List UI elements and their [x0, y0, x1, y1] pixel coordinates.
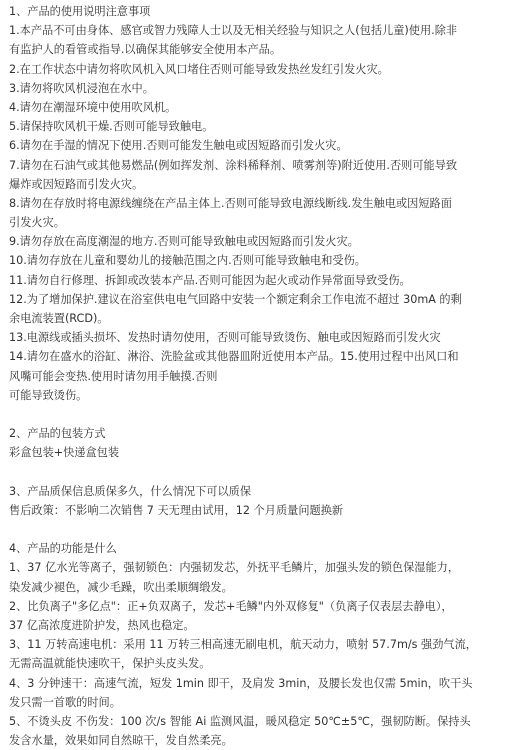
- paragraph-line: 4.请勿在潮湿环境中使用吹风机。: [9, 100, 177, 114]
- paragraph-line: 无需高温就能快速吹干，保护头皮头发。: [9, 657, 211, 671]
- paragraph-line: 14.请勿在盛水的浴缸、淋浴、洗脸盆或其他器皿附近使用本产品。15.使用过程中出风口和: [9, 350, 459, 364]
- paragraph-line: 11.请勿自行修理、拆卸或改装本产品.否则可能因为起火或动作异常面导致受伤。: [9, 273, 411, 287]
- paragraph-line: 13.电源线或插头损坏、发热时请勿使用，否则可能导致烫伤、触电或因短路而引发火灾: [9, 331, 441, 345]
- paragraph-line: 售后政策：不影响二次销售 7 天无理由试用，12 个月质量问题换新: [9, 503, 344, 517]
- section-heading: 3、产品质保信息质保多久，什么情况下可以质保: [9, 484, 252, 498]
- paragraph-line: 染发减少褪色，减少毛躁，吹出柔顺绸缎发。: [9, 580, 233, 594]
- blank-line: [9, 520, 521, 539]
- section-heading: 1、产品的使用说明注意事项: [9, 5, 151, 18]
- paragraph-line: 9.请勿存放在高度潮湿的地方.否则可能导致触电或因短路而引发火灾。: [9, 235, 359, 249]
- paragraph-line: 1、37 亿水光等离子，强韧锁色：内强韧发芯，外抚平毛鳞片，加强头发的锁色保湿能力，: [9, 561, 460, 575]
- paragraph-line: 3.请勿将吹风机浸泡在水中。: [9, 81, 154, 95]
- paragraph-line: 可能导致烫伤。: [9, 388, 88, 402]
- paragraph-line: 3、11 万转高速电机：采用 11 万转三相高速无刷电机，航天动力，喷射 57.7m/s 强劲气流，: [9, 638, 477, 652]
- document: [9, 2, 521, 750]
- paragraph-line: 余电流装置(RCD)。: [9, 312, 109, 325]
- blank-line: [9, 405, 521, 424]
- paragraph-line: 1.本产品不可由身体、感官或智力残障人士以及无相关经验与知识之人(包括儿童)使用.除非: [9, 24, 458, 38]
- paragraph-line: 6.请勿在手湿的情况下使用.否则可能发生触电或因短路而引发火灾。: [9, 139, 348, 153]
- paragraph-line: 12.为了增加保护.建议在浴室供电电气回路中安装一个额定剩余工作电流不超过 30mA 的剩: [9, 292, 462, 306]
- paragraph-line: 2、比负离子"多亿点"：正+负双离子，发芯+毛鳞"内外双修复"（负离子仅表层去静电），: [9, 599, 453, 613]
- paragraph-line: 彩盒包装+快递盒包装: [9, 446, 120, 460]
- paragraph-line: 5.请保持吹风机干燥.否则可能导致触电。: [9, 120, 214, 134]
- paragraph-line: 引发火灾。: [9, 216, 65, 230]
- paragraph-line: 4、3 分钟速干：高速气流，短发 1min 即干，及肩发 3min，及腰长发也仅需 5min，吹干头: [9, 676, 473, 690]
- section-heading: 4、产品的功能是什么: [9, 542, 117, 556]
- paragraph-line: 10.请勿存放在儿童和婴幼儿的接触范围之内.否则可能导致触电和受伤。: [9, 254, 366, 268]
- paragraph-line: 有监护人的看管或指导.以确保其能够安全使用本产品。: [9, 43, 282, 57]
- blank-line: [9, 463, 521, 482]
- paragraph-line: 2.在工作状态中请勿将吹风机入风口堵住否则可能导致发热丝发红引发火灾。: [9, 62, 389, 76]
- section-packaging: [9, 424, 521, 462]
- paragraph-line: 5、不烫头皮 不伤发：100 次/s 智能 Ai 监测风温，暖风稳定 50℃±5℃，强韧防断。保持头: [9, 714, 471, 728]
- section-features: [9, 539, 521, 750]
- section-warranty: [9, 482, 521, 520]
- paragraph-line: 37 亿高浓度进阶护发，热风也稳定。: [9, 619, 195, 632]
- paragraph-line: 发含水量，效果如同自然晾干，发自然柔亮。: [9, 734, 233, 748]
- paragraph-line: 爆炸或因短路而引发火灾。: [9, 177, 144, 191]
- paragraph-line: 发只需一首歌的时间。: [9, 695, 121, 709]
- paragraph-line: 风嘴可能会变热.使用时请勿用手触摸.否则: [9, 369, 218, 383]
- section-usage-precautions: [9, 2, 521, 405]
- section-heading: 2、产品的包装方式: [9, 427, 106, 441]
- paragraph-line: 7.请勿在石油气或其他易燃品(例如挥发剂、涂料稀释剂、喷雾剂等)附近使用.否则可能导致: [9, 158, 458, 172]
- paragraph-line: 8.请勿在存放时将电源线缠绕在产品主体上.否则可能导致电源线断线.发生触电或因短路面: [9, 196, 452, 210]
